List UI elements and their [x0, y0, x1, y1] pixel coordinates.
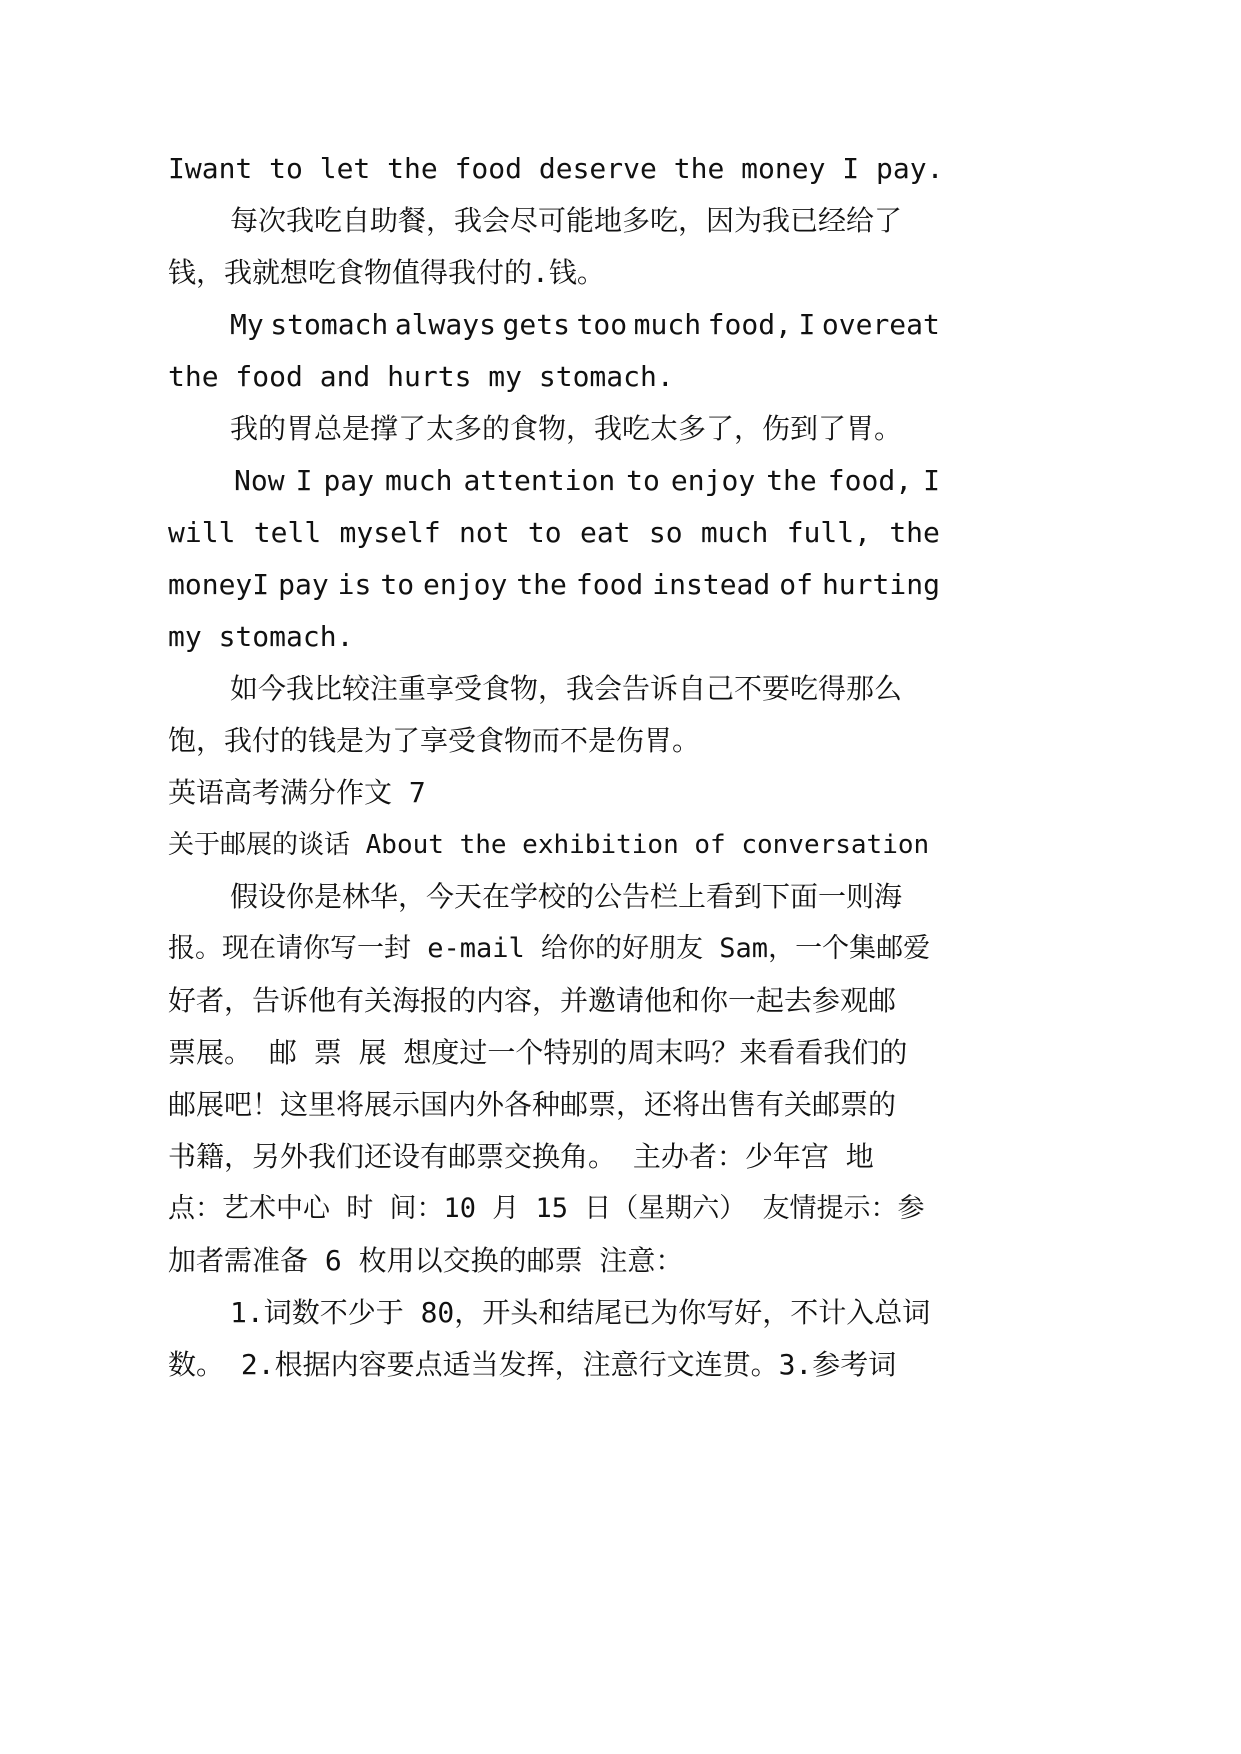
word: to	[626, 464, 660, 497]
word: myself	[339, 516, 441, 549]
english-justified-line	[234, 463, 940, 499]
chinese-line: 我的胃总是撑了太多的食物，我吃太多了，伤到了胃。	[230, 412, 903, 445]
english-justified-line	[168, 567, 940, 603]
word: too	[576, 308, 628, 341]
word: to	[380, 568, 415, 601]
word: pay	[278, 568, 329, 601]
english-line: the food and hurts my stomach.	[168, 360, 674, 393]
word: hurting	[821, 568, 940, 601]
word: gets	[502, 308, 570, 341]
word: instead	[652, 568, 771, 601]
word: is	[337, 568, 372, 601]
chinese-line: 票展。 邮 票 展 想度过一个特别的周末吗？来看看我们的	[168, 1036, 908, 1069]
word: tell	[253, 516, 322, 549]
word: attention	[463, 464, 616, 497]
word: I	[798, 308, 816, 341]
word: of	[779, 568, 813, 601]
english-justified-line	[230, 307, 940, 343]
word: My	[230, 308, 264, 341]
word: I	[923, 464, 940, 497]
chinese-line: 报。现在请你写一封 e-mail 给你的好朋友 Sam，一个集邮爱	[168, 933, 931, 964]
chinese-line: 加者需准备 6 枚用以交换的邮票 注意：	[168, 1244, 684, 1277]
word: overeat	[821, 308, 940, 341]
word: the	[766, 464, 817, 497]
word: eat	[579, 516, 631, 549]
word: much	[633, 308, 702, 341]
word: food	[575, 568, 644, 601]
chinese-line: 数。 2.根据内容要点适当发挥，注意行文连贯。3.参考词	[168, 1348, 897, 1381]
english-line: Iwant to let the food deserve the money I pay.	[168, 152, 944, 185]
word: always	[394, 308, 496, 341]
chinese-line: 每次我吃自助餐，我会尽可能地多吃，因为我已经给了	[230, 204, 903, 237]
word: the	[889, 516, 940, 549]
word: enjoy	[670, 464, 756, 497]
word: to	[527, 516, 562, 549]
section-subtitle: 关于邮展的谈话 About the exhibition of conversation	[168, 830, 930, 860]
word: will	[168, 516, 236, 549]
word: I	[295, 464, 313, 497]
chinese-line: 如今我比较注重享受食物，我会告诉自己不要吃得那么	[230, 672, 903, 705]
chinese-line: 饱，我付的钱是为了享受食物而不是伤胃。	[168, 724, 701, 757]
chinese-line: 好者，告诉他有关海报的内容，并邀请他和你一起去参观邮	[168, 984, 897, 1017]
chinese-line: 书籍，另外我们还设有邮票交换角。 主办者：少年宫 地	[168, 1140, 874, 1173]
word: food,	[707, 308, 792, 341]
english-justified-line	[168, 515, 940, 551]
chinese-line: 1.词数不少于 80，开头和结尾已为你写好，不计入总词	[230, 1296, 931, 1329]
word: pay	[323, 464, 375, 497]
word: enjoy	[423, 568, 508, 601]
english-line: my stomach.	[168, 620, 354, 653]
chinese-line: 点：艺术中心 时 间：10 月 15 日（星期六） 友情提示：参	[168, 1193, 925, 1224]
section-heading: 英语高考满分作文 7	[168, 776, 426, 809]
word: Now	[234, 464, 285, 497]
word: stomach	[270, 308, 389, 341]
word: moneyI	[168, 568, 270, 601]
word: much	[385, 464, 453, 497]
word: so	[648, 516, 683, 549]
word: full,	[786, 516, 871, 549]
word: the	[516, 568, 567, 601]
chinese-line: 钱，我就想吃食物值得我付的.钱。	[168, 256, 605, 289]
word: not	[459, 516, 510, 549]
word: food,	[827, 464, 913, 497]
chinese-line: 邮展吧！这里将展示国内外各种邮票，还将出售有关邮票的	[168, 1088, 897, 1121]
word: much	[700, 516, 769, 549]
chinese-line: 假设你是林华，今天在学校的公告栏上看到下面一则海	[230, 880, 903, 913]
